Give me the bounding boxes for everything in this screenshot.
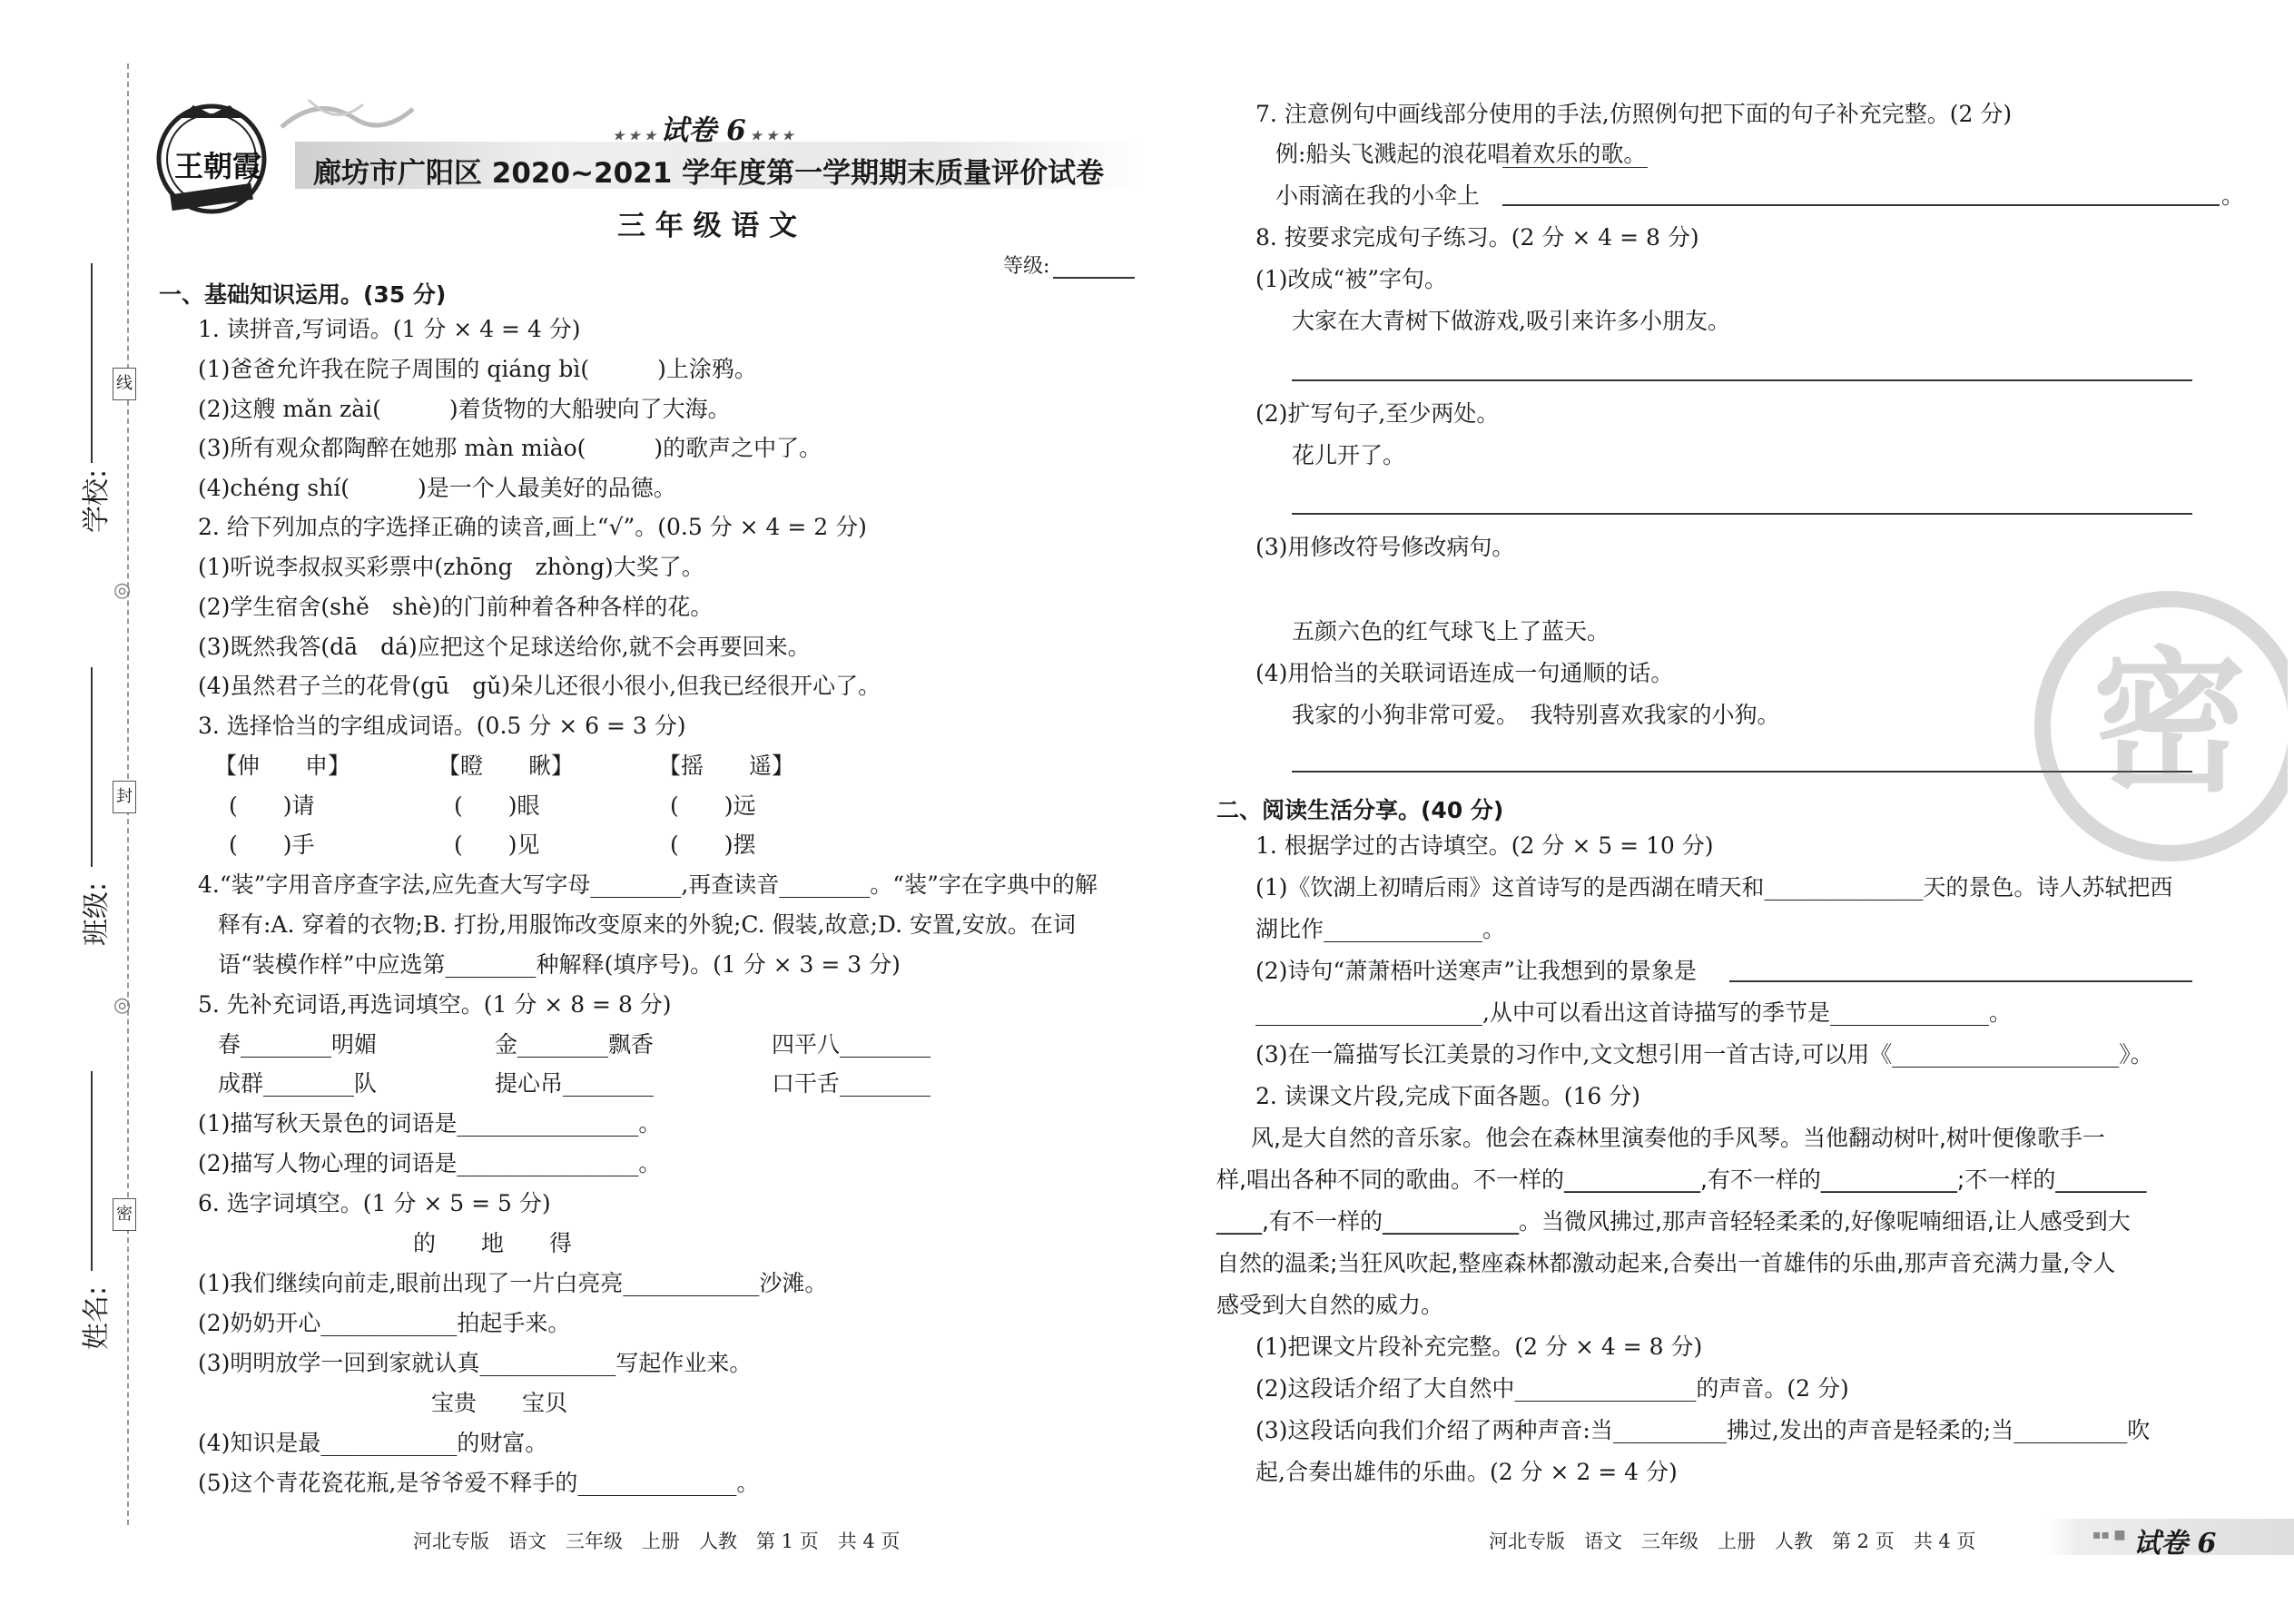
question-text: (4)chéng shí( )是一个人最美好的品德。 (198, 475, 676, 501)
passage-line: 自然的温柔;当狂风吹起,整座森林都激动起来,合奏出一首雄伟的乐曲,那声音充满力量,令人 (1216, 1250, 2116, 1276)
footer-right: 河北专版 语文 三年级 上册 人教 第 2 页 共 4 页 (1489, 1530, 1976, 1552)
question-text: (2)扩写句子,至少两处。 (1255, 400, 1500, 427)
question-text: (4)用恰当的关联词语连成一句通顺的话。 (1255, 660, 1674, 686)
answer-line[interactable] (1729, 980, 2192, 982)
question-text: (1)改成“被”字句。 (1255, 266, 1447, 292)
footer-badge: 试卷 6 (2133, 1528, 2217, 1560)
section-heading: 二、阅读生活分享。(40 分) (1216, 797, 1504, 823)
question-text: 2. 给下列加点的字选择正确的读音,画上“√”。(0.5 分 × 4 = 2 分) (198, 514, 867, 540)
question-text: (3)所有观众都陶醉在她那 màn miào( )的歌声之中了。 (198, 435, 822, 461)
question-text: (1)爸爸允许我在院子周围的 qiáng bì( )上涂鸦。 (198, 356, 757, 382)
question-text: (1)我们继续向前走,眼前出现了一片白亮亮____________沙滩。 (198, 1270, 828, 1296)
question-text: 1. 根据学过的古诗填空。(2 分 × 5 = 10 分) (1255, 832, 1714, 859)
fill-blank[interactable]: 成群________队 (218, 1070, 378, 1097)
question-text: (2)诗句“萧萧梧叶送寒声”让我想到的景象是 (1255, 958, 1697, 984)
passage-line: 样,唱出各种不同的歌曲。不一样的____________,有不一样的____________;不一样的________ (1216, 1166, 2147, 1193)
question-text: (3)这段话向我们介绍了两种声音:当__________拂过,发出的声音是轻柔的;当__________吹 (1255, 1417, 2151, 1443)
name-label: 姓名: (81, 1285, 113, 1351)
exam-number: ★ ★ ★ 试卷 6 ★ ★ ★ (613, 114, 793, 147)
fill-blank[interactable]: 春________明媚 (218, 1031, 378, 1058)
question-text: (1)听说李叔叔买彩票中(zhōng zhòng)大奖了。 (198, 554, 704, 580)
question-text: 1. 读拼音,写词语。(1 分 × 4 = 4 分) (198, 316, 581, 342)
class-label: 班级: (81, 881, 113, 947)
question-text: 语“装模作样”中应选第________种解释(填序号)。(1 分 × 3 = 3 分) (218, 951, 901, 978)
word-options: 的 地 得 (413, 1230, 573, 1256)
exam-number-text: 试卷 6 (660, 114, 746, 147)
question-text: (2)这段话介绍了大自然中________________的声音。(2 分) (1255, 1375, 1849, 1402)
word-group: 【伸 申】 (214, 753, 351, 779)
seal-line-mark: 线 (113, 368, 136, 400)
question-text: (3)明明放学一回到家就认真____________写起作业来。 (198, 1350, 753, 1376)
question-text: (3)用修改符号修改病句。 (1255, 534, 1515, 560)
answer-blank[interactable]: ( )手 (229, 832, 315, 858)
answer-blank[interactable]: ( )眼 (454, 792, 540, 819)
secret-stamp-icon (2024, 581, 2288, 871)
answer-line[interactable] (1292, 379, 2192, 381)
question-text: 8. 按要求完成句子练习。(2 分 × 4 = 8 分) (1255, 224, 1699, 251)
question-text: (1)描写秋天景色的词语是________________。 (198, 1110, 662, 1137)
page-title: 廊坊市广阳区 2020~2021 学年度第一学期期末质量评价试卷 (313, 157, 1105, 190)
question-text: (2)描写人物心理的词语是________________。 (198, 1150, 662, 1176)
question-text: (1)《饮湖上初晴后雨》这首诗写的是西湖在晴天和______________天的景色。诗人苏轼把西 (1255, 874, 2173, 901)
question-text: 7. 注意例句中画线部分使用的手法,仿照例句把下面的句子补充完整。(2 分) (1255, 101, 2013, 127)
answer-blank[interactable]: ( )摆 (670, 832, 756, 858)
word-group: 【瞪 瞅】 (438, 753, 575, 779)
question-text: 4.“装”字用音序查字法,应先查大写字母________,再查读音________。“装”字在字典中的解 (198, 871, 1098, 898)
school-label: 学校: (81, 468, 113, 534)
ribbon-decoration-icon (272, 91, 418, 145)
example-underline (1502, 167, 1648, 168)
school-field-line[interactable] (91, 263, 93, 463)
footer-left: 河北专版 语文 三年级 上册 人教 第 1 页 共 4 页 (413, 1530, 901, 1552)
example-sentence: 例:船头飞溅起的浪花唱着欢乐的歌。 (1275, 141, 1647, 167)
word-group: 【摇 遥】 (658, 753, 795, 779)
question-text: 起,合奏出雄伟的乐曲。(2 分 × 2 = 4 分) (1255, 1459, 1678, 1485)
question-text: (4)知识是最____________的财富。 (198, 1430, 548, 1456)
question-text: (3)在一篇描写长江美景的习作中,文文想引用一首古诗,可以用《____________________》。 (1255, 1041, 2153, 1068)
question-text: 3. 选择恰当的字组成词语。(0.5 分 × 6 = 3 分) (198, 713, 686, 739)
section-heading: 一、基础知识运用。(35 分) (159, 281, 447, 308)
name-field-line[interactable] (91, 1071, 93, 1271)
question-text: (3)既然我答(dā dá)应把这个足球送给你,就不会再要回来。 (198, 634, 811, 660)
class-field-line[interactable] (91, 667, 93, 867)
question-text: 2. 读课文片段,完成下面各题。(16 分) (1255, 1083, 1641, 1109)
question-text: 我家的小狗非常可爱。 我特别喜欢我家的小狗。 (1292, 702, 1780, 728)
stamp-text: 密 (2092, 634, 2248, 813)
answer-blank[interactable]: ( )请 (229, 792, 315, 819)
seal-seal-mark: 封 (113, 781, 136, 813)
sentence-end: 。 (2221, 182, 2245, 209)
question-text: 释有:A. 穿着的衣物;B. 打扮,用服饰改变原来的外貌;C. 假装,故意;D. 安置,安放。在词 (218, 911, 1076, 938)
fill-blank[interactable]: 四平八________ (772, 1031, 931, 1058)
passage-line: ____,有不一样的____________。当微风拂过,那声音轻轻柔柔的,好像呢喃细语,让人感受到大 (1216, 1208, 2131, 1235)
seal-secret-mark: 密 (113, 1198, 136, 1231)
question-text: 花儿开了。 (1292, 442, 1406, 468)
fill-blank[interactable]: 口干舌________ (772, 1070, 931, 1097)
binding-dot-icon: ◎ (113, 994, 132, 1017)
grade-field-line[interactable] (1053, 277, 1135, 279)
fill-blank[interactable]: 提心吊________ (495, 1070, 655, 1097)
word-options: 宝贵 宝贝 (431, 1390, 568, 1416)
question-text: (5)这个青花瓷花瓶,是爷爷爱不释手的______________。 (198, 1470, 760, 1496)
footer-badge-squares: ▪▪ ■ (2092, 1528, 2126, 1542)
answer-line[interactable] (1292, 513, 2192, 515)
answer-blank[interactable]: ( )见 (454, 832, 540, 858)
question-text: (1)把课文片段补充完整。(2 分 × 4 = 8 分) (1255, 1334, 1703, 1360)
question-text: 大家在大青树下做游戏,吸引来许多小朋友。 (1292, 308, 1730, 334)
answer-blank[interactable]: ( )远 (670, 792, 756, 819)
question-text: 5. 先补充词语,再选词填空。(1 分 × 8 = 8 分) (198, 991, 672, 1018)
grade-label: 等级: (1003, 255, 1050, 278)
question-text: (4)虽然君子兰的花骨(gū gǔ)朵儿还很小很小,但我已经很开心了。 (198, 673, 881, 699)
question-text: 小雨滴在我的小伞上 (1275, 182, 1481, 209)
passage-line: 感受到大自然的威力。 (1216, 1292, 1444, 1318)
question-text: (2)这艘 mǎn zài( )着货物的大船驶向了大海。 (198, 396, 731, 422)
fill-blank[interactable]: 金________飘香 (495, 1031, 655, 1058)
question-text: 6. 选字词填空。(1 分 × 5 = 5 分) (198, 1190, 551, 1216)
question-text: (2)奶奶开心____________拍起手来。 (198, 1310, 571, 1336)
question-text: ____________________,从中可以看出这首诗描写的季节是______________。 (1255, 999, 2012, 1026)
logo-text: 王朝霞 (174, 149, 262, 183)
question-text: 五颜六色的红气球飞上了蓝天。 (1292, 618, 1610, 645)
passage-line: 风,是大自然的音乐家。他会在森林里演奏他的手风琴。当他翻动树叶,树叶便像歌手一 (1251, 1125, 2105, 1151)
binding-dot-icon: ◎ (113, 579, 132, 602)
subject-title: 三 年 级 语 文 (617, 210, 798, 242)
question-text: (2)学生宿舍(shě shè)的门前种着各种各样的花。 (198, 594, 714, 620)
answer-line[interactable] (1502, 204, 2220, 206)
question-text: 湖比作______________。 (1255, 916, 1506, 942)
